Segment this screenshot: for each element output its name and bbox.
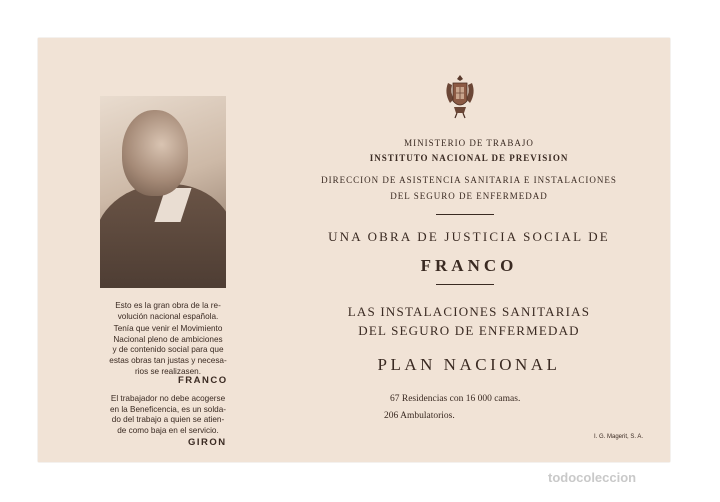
fact-ambulatories: 206 Ambulatorios. [384,411,455,421]
coat-of-arms-icon [444,73,476,119]
direction-line-2: DEL SEGURO DE ENFERMEDAD [390,191,548,201]
ministry-line: MINISTERIO DE TRABAJO [404,138,534,148]
quote-franco: Esto es la gran obra de la re- volución nacional española. Tenía que venir el Movimiento Nacional pleno de ambiciones y de contenido social para que estas obras tan justas y necesa- rios se realizasen. [109,301,227,376]
fact-residences: 67 Residencias con 16 000 camas. [390,394,521,404]
divider-top [436,214,494,215]
franco-title: FRANCO [420,256,518,275]
watermark: todocoleccion [548,470,637,485]
headline: UNA OBRA DE JUSTICIA SOCIAL DE [328,229,610,244]
document-card [38,38,670,462]
signature-franco: FRANCO [178,375,228,386]
printer-credit: I. G. Magerit, S. A. [594,434,644,440]
signature-giron: GIRON [188,437,227,448]
portrait-photo [100,96,226,288]
divider-bottom [436,284,494,285]
institute-line: INSTITUTO NACIONAL DE PREVISION [369,153,569,163]
installations-subhead: LAS INSTALACIONES SANITARIAS DEL SEGURO DE ENFERMEDAD [347,304,591,338]
quote-giron: El trabajador no debe acogerse en la Beneficencia, es un solda- do del trabajo a quien se atien- de como baja en el servicio. [109,394,227,435]
direction-line: DIRECCION DE ASISTENCIA SANITARIA E INSTALACIONES [321,175,617,185]
plan-nacional: PLAN NACIONAL [377,355,561,374]
